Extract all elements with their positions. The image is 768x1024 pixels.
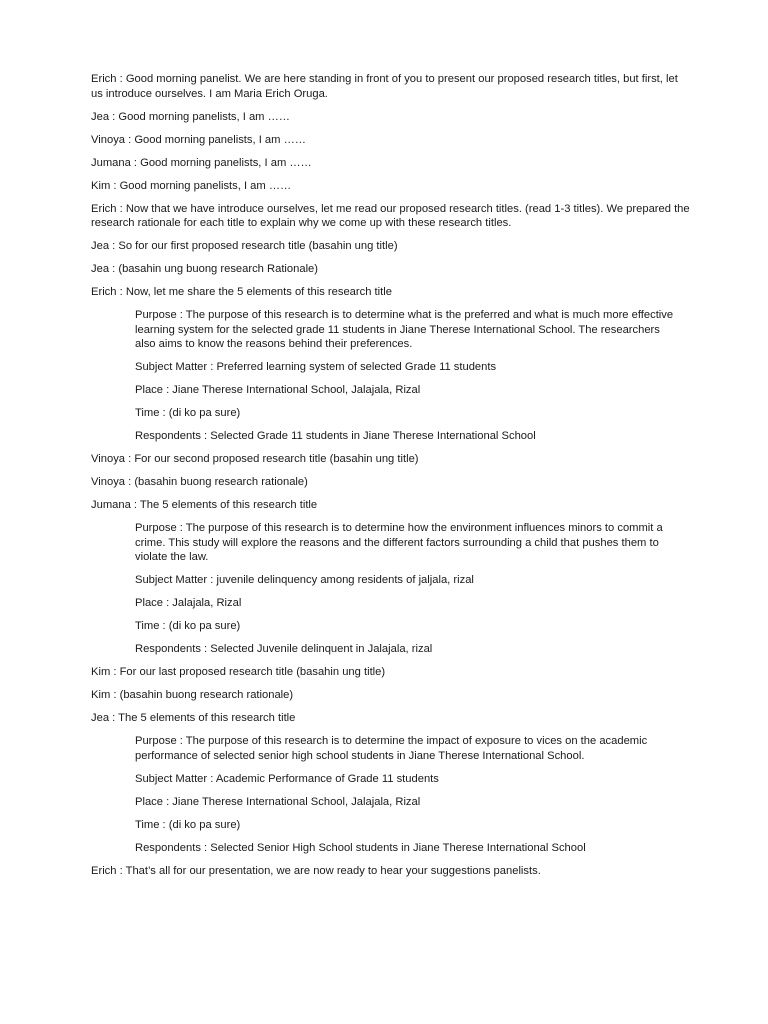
script-detail-line: Subject Matter : juvenile delinquency among residents of jaljala, rizal (135, 574, 474, 587)
script-detail-line: Respondents : Selected Senior High School students in Jiane Therese International School (135, 841, 586, 854)
script-detail-line: Place : Jiane Therese International School, Jalajala, Rizal (135, 795, 421, 808)
script-detail-line: Time : (di ko pa sure) (135, 620, 241, 633)
script-line: Jea : Good morning panelists, I am …… (91, 110, 290, 123)
script-detail-line: Time : (di ko pa sure) (135, 818, 241, 831)
script-line: Erich : Now that we have introduce ourselves, let me read our proposed research titles. (read 1-3 titles). We prepared the research rationale for each title to explain why we come up with these research titles. (91, 202, 690, 230)
script-detail-line: Subject Matter : Academic Performance of Grade 11 students (135, 772, 439, 785)
script-line: Kim : Good morning panelists, I am …… (91, 179, 292, 192)
script-line: Jumana : The 5 elements of this research title (91, 499, 318, 512)
script-line: Jea : The 5 elements of this research title (91, 712, 296, 725)
script-detail-line: Time : (di ko pa sure) (135, 407, 241, 420)
script-detail-line: Purpose : The purpose of this research is to determine how the environment influences minors to commit a crime. This study will explore the reasons and the different factors surrounding a child that pushes them to violate the law. (135, 522, 663, 564)
script-line: Kim : For our last proposed research title (basahin ung title) (91, 666, 386, 679)
script-detail-line: Purpose : The purpose of this research is to determine what is the preferred and what is much more effective learning system for the selected grade 11 students in Jiane Therese International School. The researchers also aims to know the reasons behind their preferences. (135, 309, 674, 351)
script-line: Erich : That’s all for our presentation, we are now ready to hear your suggestions panelists. (91, 864, 541, 877)
script-detail-line: Purpose : The purpose of this research is to determine the impact of exposure to vices on the academic performance of selected senior high school students in Jiane Therese International School. (135, 735, 648, 762)
script-line: Vinoya : For our second proposed research title (basahin ung title) (91, 453, 419, 466)
script-line: Erich : Good morning panelist. We are here standing in front of you to present our proposed research titles, but first, let us introduce ourselves. I am Maria Erich Oruga. (91, 73, 678, 100)
script-detail-line: Subject Matter : Preferred learning system of selected Grade 11 students (135, 361, 497, 374)
script-line: Kim : (basahin buong research rationale) (91, 689, 294, 702)
script-detail-line: Place : Jalajala, Rizal (135, 597, 242, 610)
script-line: Vinoya : Good morning panelists, I am …… (91, 133, 306, 146)
script-detail-line: Place : Jiane Therese International School, Jalajala, Rizal (135, 384, 421, 397)
script-detail-line: Respondents : Selected Grade 11 students in Jiane Therese International School (135, 430, 536, 443)
script-line: Jea : (basahin ung buong research Rationale) (91, 263, 319, 276)
script-line: Jea : So for our first proposed research title (basahin ung title) (91, 240, 398, 253)
document-body (91, 72, 691, 887)
script-line: Vinoya : (basahin buong research rationale) (91, 476, 308, 489)
script-detail-line: Respondents : Selected Juvenile delinquent in Jalajala, rizal (135, 643, 433, 656)
script-line: Jumana : Good morning panelists, I am …… (91, 156, 312, 169)
script-line: Erich : Now, let me share the 5 elements of this research title (91, 286, 392, 299)
